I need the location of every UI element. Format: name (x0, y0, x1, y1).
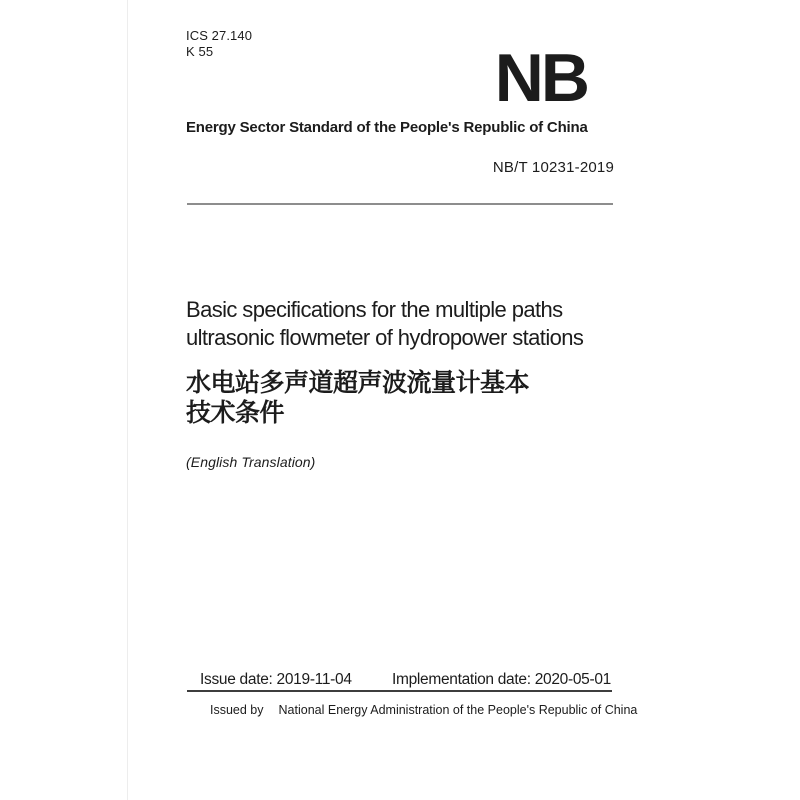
title-english-line1: Basic specifications for the multiple paths (186, 297, 563, 322)
translation-note: (English Translation) (186, 454, 316, 470)
issued-by-label: Issued by (210, 703, 264, 717)
issued-by-row (210, 704, 637, 717)
classification-code: K 55 (186, 44, 214, 59)
title-chinese (186, 368, 529, 428)
top-rule (187, 203, 613, 205)
issue-date: Issue date: 2019-11-04 (200, 671, 352, 688)
issuing-authority: National Energy Administration of the People's Republic of China (278, 703, 638, 717)
dates-row (187, 672, 613, 688)
title-chinese-line1: 水电站多声道超声波流量计基本 (186, 369, 530, 397)
standard-type-heading: Energy Sector Standard of the People's Republic of China (186, 119, 588, 136)
title-english (186, 296, 583, 352)
bottom-rule (187, 690, 612, 692)
ics-code: ICS 27.140 (186, 28, 253, 43)
page-scan-edge (127, 0, 128, 800)
title-english-line2: ultrasonic flowmeter of hydropower stations (186, 325, 584, 350)
implementation-date: Implementation date: 2020-05-01 (391, 671, 611, 688)
title-chinese-line2: 技术条件 (186, 399, 285, 427)
nb-logo: NB (494, 40, 587, 116)
standard-number: NB/T 10231-2019 (492, 159, 614, 176)
